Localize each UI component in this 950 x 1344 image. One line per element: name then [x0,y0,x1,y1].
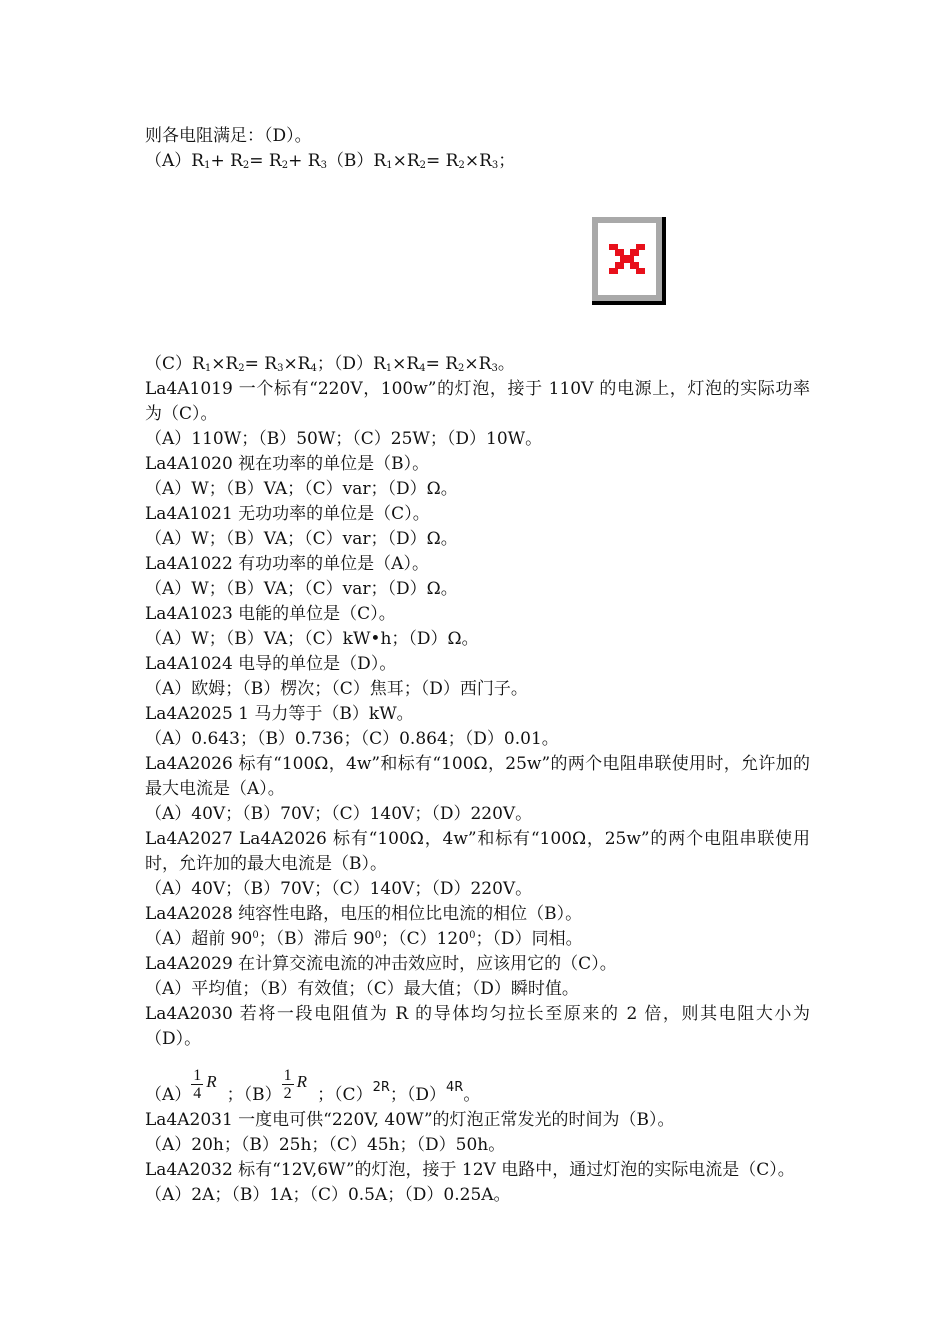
document-page [145,124,810,1208]
fraction-one-half: $\frac{1}{2}$ [283,1067,292,1102]
broken-image-placeholder [592,217,666,305]
question-2032: La4A2032 标有“12V,6W”的灯泡，接于 12V 电路中，通过灯泡的实际电流是（C）。 [145,1160,795,1180]
question-1020: La4A1020 视在功率的单位是（B）。 [145,454,430,474]
answer-1020: （A）W；（B）VA；（C）var；（D）Ω。 [145,479,458,499]
question-continuation: 则各电阻满足：（D）。 [145,126,312,146]
options-ab-resistors: $(A)R_1+ R_2= R_2+ R_3(B)R_1\times R_2= R_2\times R_3$； [145,151,516,171]
answer-2028: （A）超前 $90^0$；（B）滞后 $90^0$；$(C)120^0$；（D）同相。 [145,929,583,949]
answer-2030: （A） $\frac{1}{4}$ R ；（B） $\frac{1}{2}$ R ；（C） 2R ；（D） 4R 。 [145,1067,481,1105]
broken-image-icon [609,244,645,274]
answer-1023: （A）W；（B）VA；（C）kW•h；（D）Ω。 [145,629,479,649]
question-1022: La4A1022 有功功率的单位是（A）。 [145,554,429,574]
answer-2026: （A）40V；（B）70V；（C）140V；（D）220V。 [145,804,533,824]
question-2027: La4A2027 La4A2026 标有“100Ω，4w”和标有“100Ω，25w”的两个电阻串联使用时，允许加的最大电流是（B）。 [145,829,810,874]
question-1024: La4A1024 电导的单位是（D）。 [145,654,397,674]
question-2030: La4A2030 若将一段电阻值为 R 的导体均匀拉长至原来的 2 倍，则其电阻大小为（D）。 [145,1004,810,1049]
options-cd-resistors: $(C)R_1\times R_2= R_3\times R_4$；$(D)R_1\times R_4= R_2\times R_3$。 [145,354,515,374]
answer-2025: （A）0.643；（B）0.736；（C）0.864；（D）0.01。 [145,729,559,749]
answer-2029: （A）平均值；（B）有效值；（C）最大值；（D）瞬时值。 [145,979,579,999]
question-2029: La4A2029 在计算交流电流的冲击效应时，应该用它的（C）。 [145,954,617,974]
question-1021: La4A1021 无功功率的单位是（C）。 [145,504,430,524]
question-2031: La4A2031 一度电可供“220V, 40W”的灯泡正常发光的时间为（B）。 [145,1110,675,1130]
question-2025: La4A2025 1 马力等于（B）kW。 [145,704,414,724]
question-2026: La4A2026 标有“100Ω，4w”和标有“100Ω，25w”的两个电阻串联使用时，允许加的最大电流是（A）。 [145,754,810,799]
question-2028: La4A2028 纯容性电路，电压的相位比电流的相位（B）。 [145,904,583,924]
fraction-one-quarter: $\frac{1}{4}$ [193,1067,202,1102]
answer-1022: （A）W；（B）VA；（C）var；（D）Ω。 [145,579,458,599]
answer-2032: （A）2A；（B）1A；（C）0.5A；（D）0.25A。 [145,1185,511,1205]
question-1023: La4A1023 电能的单位是（C）。 [145,604,396,624]
answer-2031: （A）20h；（B）25h；（C）45h；（D）50h。 [145,1135,506,1155]
answer-1021: （A）W；（B）VA；（C）var；（D）Ω。 [145,529,458,549]
question-1019: La4A1019 一个标有“220V，100w”的灯泡，接于 110V 的电源上，灯泡的实际功率为（C）。 [145,379,810,424]
image-area [145,174,810,352]
answer-1024: （A）欧姆；（B）楞次；（C）焦耳；（D）西门子。 [145,679,528,699]
answer-1019: （A）110W；（B）50W；（C）25W；（D）10W。 [145,429,543,449]
answer-2027: （A）40V；（B）70V；（C）140V；（D）220V。 [145,879,533,899]
